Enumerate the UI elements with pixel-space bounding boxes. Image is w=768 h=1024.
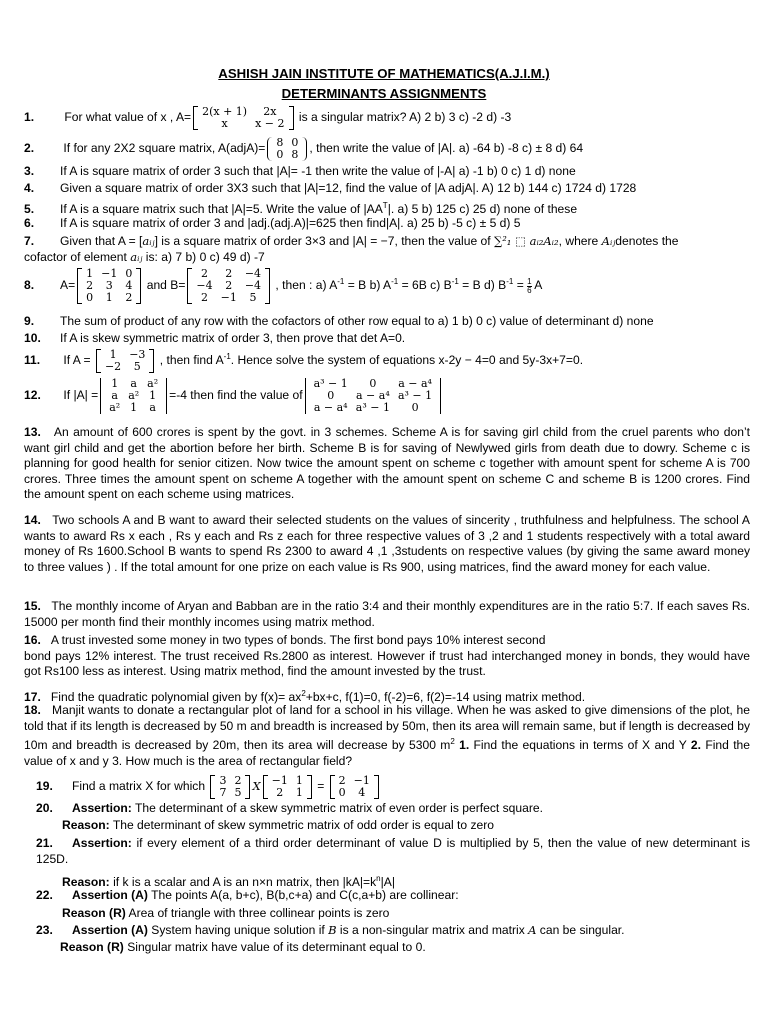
question-8: 8. A= 1 −1 0 2 3 4 0 1 2 and B= 2 2 −4 −4 2 −4 2 −1 5 , then : a) $A^{-1} = B$ b) $A^{-1} = 6B$ c) $B^{-1} = B$ d) $B^{-1}$ = $\frac{1}{6}$ A bbox=[24, 267, 543, 304]
matrix-a-q11: 1 −3 −2 5 bbox=[96, 349, 154, 373]
matrix-right-q19: −1 1 2 1 bbox=[263, 775, 312, 799]
question-7: 7. Given that A = [aᵢⱼ] is a square matrix of order 3×3 and |A| = −7, then the value of ∑²₁ ⬚ aᵢ₂Aᵢ₂, where Aᵢⱼdenotes the cofactor of element aᵢⱼ is: a) 7 b) 0 c) 49 d) -7 bbox=[24, 234, 679, 264]
question-5: 5. If A is a square matrix such that |A|=5. Write the value of $|AA^T|$. a) 5 b) 125 c) 25 d) none of these bbox=[24, 201, 578, 217]
question-23-reason: Reason (R) Singular matrix have value of its determinant equal to 0. bbox=[60, 940, 426, 954]
question-3: 3. If A is square matrix of order 3 such that |A|= -1 then write the value of |-A| a) -1 b) 0 c) 1 d) none bbox=[24, 164, 576, 178]
question-20: 20. Assertion: The determinant of a skew symmetric matrix of even order is perfect square. bbox=[36, 801, 543, 815]
question-13: 13. An amount of 600 crores is spent by the govt. in 3 schemes. Scheme A is for saving girl child from the cruel parents who don’t want girl child and get the abortion before her birth. Scheme B is for saving of Newlywed girls from death due to dowry. Scheme c is planning for good health for senior citizen. Now twice the amount spent on scheme c together with amount spent for scheme A is 700 crores. Three times the amount spent on scheme A together with the amount spent on scheme C and scheme B is 1200 crores. Find the amount spent on each scheme using matrices. bbox=[24, 425, 750, 502]
question-11: 11. If A = 1 −3 −2 5 , then find $A^{-1}$. Hence solve the system of equations x-2y − 4=0 and 5y-3x+7=0. bbox=[24, 348, 584, 373]
question-1: 1. For what value of x , A= 2(x + 1) 2x x x − 2 is a singular matrix? A) 2 b) 3 c) -2 d) -3 bbox=[24, 105, 512, 130]
question-23: 23. Assertion (A) System having unique solution if B is a non-singular matrix and matrix A can be singular. bbox=[36, 923, 625, 937]
question-6: 6. If A is square matrix of order 3 and |adj.(adj.A)|=625 then find|A|. a) 25 b) -5 c) ± 5 d) 5 bbox=[24, 216, 521, 230]
question-20-reason: Reason: The determinant of skew symmetric matrix of odd order is equal to zero bbox=[62, 818, 494, 832]
question-17: 17. Find the quadratic polynomial given by $f(x)= ax^2+bx+c$, f(1)=0, f(-2)=6, f(2)=-14 using matrix method. bbox=[24, 689, 586, 705]
question-22-reason: Reason (R) Area of triangle with three collinear points is zero bbox=[62, 906, 390, 920]
question-15: 15. The monthly income of Aryan and Babban are in the ratio 3:4 and their monthly expenditures are in the ratio 5:7. If each saves Rs. 15000 per month find their monthly incomes using matrix method. bbox=[24, 599, 750, 629]
question-12: 12. If |A| = 1 a a² a a² 1 a² 1 a =-4 then find the value of a³ − 1 0 a − a⁴ 0 a − a⁴ a³ − 1 a − a⁴ a³ − 1 0 bbox=[24, 378, 750, 414]
question-19: 19. Find a matrix X for which 3 2 7 5 X −1 1 2 1 = 2 −1 0 4 bbox=[36, 775, 750, 799]
question-9: 9. The sum of product of any row with the cofactors of other row equal to a) 1 b) 0 c) value of determinant d) none bbox=[24, 314, 654, 328]
question-22: 22. Assertion (A) The points A(a, b+c), B(b,c+a) and C(c,a+b) are collinear: bbox=[36, 888, 459, 902]
fraction-one-sixth: $\frac{1}{6}$ bbox=[527, 276, 532, 295]
question-16: 16. A trust invested some money in two types of bonds. The first bond pays 10% interest second bond pays 12% interest. The trust received Rs.2800 as interest. However if trust had interchanged money in bonds, they would have got Rs100 less as interest. Using matrix method, find the amount invested by the trust. bbox=[24, 633, 750, 679]
question-21-reason: Reason: if k is a scalar and A is an n×n matrix, then $|kA|=k^n|A|$ bbox=[62, 874, 395, 890]
matrix-left-q19: 3 2 7 5 bbox=[210, 775, 250, 799]
assignment-title: DETERMINANTS ASSIGNMENTS bbox=[281, 86, 487, 101]
matrix-adj-q2: 8 0 0 8 bbox=[267, 137, 307, 161]
determinant-a-q12: 1 a a² a a² 1 a² 1 a bbox=[100, 378, 167, 414]
question-4: 4. Given a square matrix of order 3X3 such that |A|=12, find the value of |A adjA|. A) 12 b) 144 c) 1724 d) 1728 bbox=[24, 181, 637, 195]
question-10: 10. If A is skew symmetric matrix of order 3, then prove that det A=0. bbox=[24, 331, 406, 345]
determinant-b-q12: a³ − 1 0 a − a⁴ 0 a − a⁴ a³ − 1 a − a⁴ a³ − 1 0 bbox=[305, 378, 442, 414]
question-21: 21. Assertion: if every element of a third order determinant of value D is multiplied by 5, then the value of new determinant is 125D. bbox=[36, 836, 750, 866]
institute-title: ASHISH JAIN INSTITUTE OF MATHEMATICS(A.J.I.M.) bbox=[218, 66, 550, 81]
question-14: 14. Two schools A and B want to award their selected students on the values of sincerity , truthfulness and helpfulness. The school A wants to award Rs x each , Rs y each and Rs z each for three respective values of 3 ,2 and 1 students respectively with a total award money of Rs 1600.School B wants to spend Rs 2300 to award 4 ,1 ,3students on respective values (by giving the same award money to three values ) . If the total amount for one prize on each value is Rs 900, using matrices, find the award money for each value. bbox=[24, 513, 750, 574]
matrix-result-q19: 2 −1 0 4 bbox=[330, 775, 379, 799]
matrix-b-q8: 2 2 −4 −4 2 −4 2 −1 5 bbox=[187, 268, 270, 304]
question-18: 18. Manjit wants to donate a rectangular plot of land for a school in his village. When he was asked to give dimensions of the plot, he told that if its length is decreased by 50 m and breadth is increased by 50m, then its area will remain same, but if length is decreased by 10m and breadth is decreased by 20m, then its area will decrease by 5300 $m^2$ 1. Find the equations in terms of X and Y 2. Find the value of x and y 3. How much is the area of rectangular field? bbox=[24, 703, 751, 768]
matrix-a-q1: 2(x + 1) 2x x x − 2 bbox=[193, 106, 293, 130]
matrix-a-q8: 1 −1 0 2 3 4 0 1 2 bbox=[77, 268, 141, 304]
question-2: 2. If for any 2X2 square matrix, A(adjA)= 8 0 0 8 , then write the value of |A|. a) -64 b) -8 c) ± 8 d) 64 bbox=[24, 136, 584, 161]
